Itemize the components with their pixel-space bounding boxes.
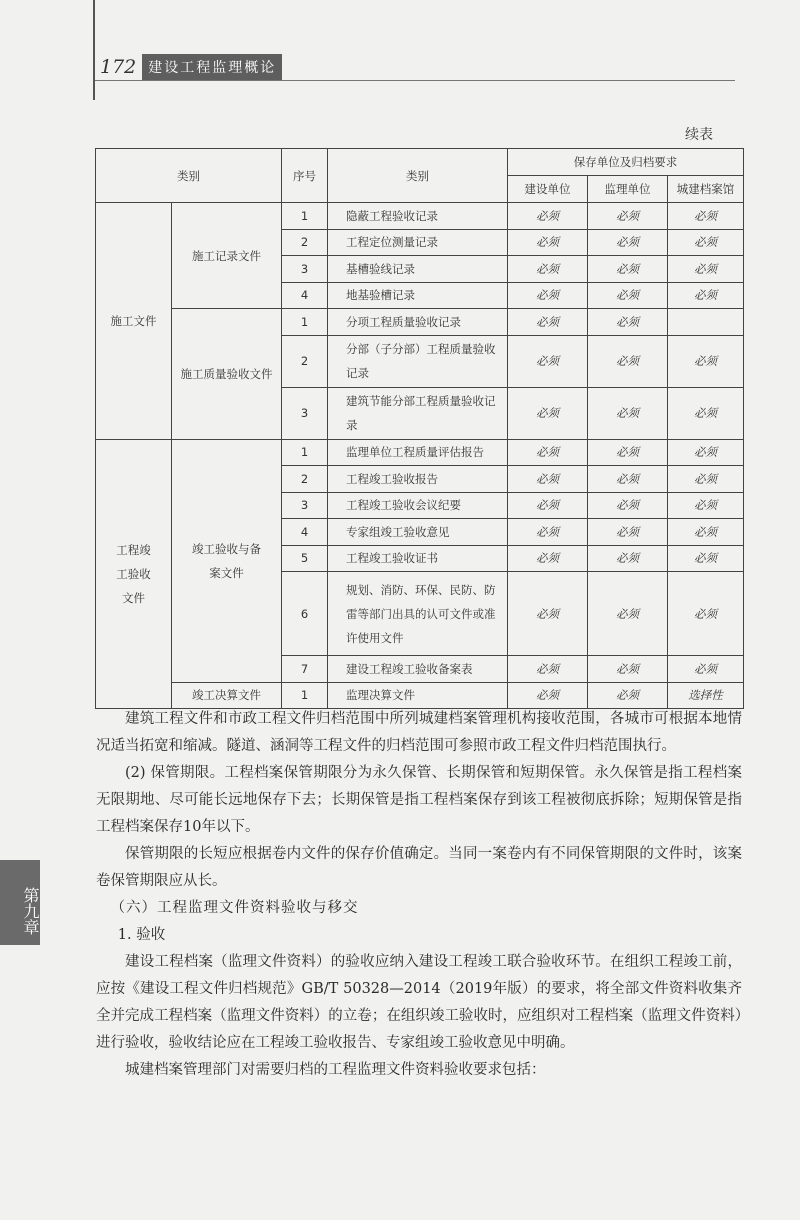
supervise-unit-cell: 必须 (588, 492, 668, 519)
subgroup-cell: 施工质量验收文件 (172, 309, 282, 440)
item-name-cell: 分项工程质量验收记录 (328, 309, 508, 336)
build-unit-cell: 必须 (508, 335, 588, 387)
build-unit-cell: 必须 (508, 466, 588, 493)
item-name-cell: 地基验槽记录 (328, 282, 508, 309)
book-title: 建设工程监理概论 (142, 54, 282, 80)
archive-unit-cell: 必须 (668, 545, 744, 572)
group-cell: 工程竣工验收文件 (96, 439, 172, 709)
header-seq: 序号 (282, 149, 328, 203)
build-unit-cell: 必须 (508, 656, 588, 683)
seq-cell: 6 (282, 572, 328, 656)
seq-cell: 7 (282, 656, 328, 683)
item-name-cell: 工程竣工验收报告 (328, 466, 508, 493)
item-name-cell: 分部（子分部）工程质量验收记录 (328, 335, 508, 387)
paragraph: (2) 保管期限。工程档案保管期限分为永久保管、长期保管和短期保管。永久保管是指工程档案无限期地、尽可能长远地保存下去；长期保管是指工程档案保存到该工程被彻底拆除；短期保管是指工程档案保存10年以下。 (96, 765, 742, 835)
supervise-unit-cell: 必须 (588, 309, 668, 336)
archive-unit-cell: 必须 (668, 387, 744, 439)
header-category2: 类别 (328, 149, 508, 203)
chapter-tab: 第九章 (0, 860, 40, 945)
supervise-unit-cell: 必须 (588, 656, 668, 683)
build-unit-cell: 必须 (508, 256, 588, 283)
supervise-unit-cell: 必须 (588, 572, 668, 656)
supervise-unit-cell: 必须 (588, 335, 668, 387)
header-rule (95, 80, 735, 81)
item-name-cell: 建设工程竣工验收备案表 (328, 656, 508, 683)
supervise-unit-cell: 必须 (588, 256, 668, 283)
section-heading: （六）工程监理文件资料验收与移交 (110, 900, 359, 916)
build-unit-cell: 必须 (508, 545, 588, 572)
archive-unit-cell: 必须 (668, 656, 744, 683)
supervise-unit-cell: 必须 (588, 545, 668, 572)
seq-cell: 1 (282, 309, 328, 336)
supervise-unit-cell: 必须 (588, 203, 668, 230)
page-header (100, 52, 282, 82)
paragraph: 建筑工程文件和市政工程文件归档范围中所列城建档案管理机构接收范围，各城市可根据本地情况适当拓宽和缩减。隧道、涵洞等工程文件的归档范围可参照市政工程文件归档范围执行。 (96, 711, 742, 754)
archive-unit-cell: 必须 (668, 256, 744, 283)
build-unit-cell: 必须 (508, 519, 588, 546)
seq-cell: 3 (282, 492, 328, 519)
item-name-cell: 建筑节能分部工程质量验收记录 (328, 387, 508, 439)
body-text (96, 706, 742, 1084)
continued-label: 续表 (685, 127, 713, 143)
seq-cell: 1 (282, 682, 328, 709)
item-name-cell: 工程竣工验收证书 (328, 545, 508, 572)
seq-cell: 2 (282, 335, 328, 387)
build-unit-cell: 必须 (508, 682, 588, 709)
table-row (96, 309, 744, 336)
archive-unit-cell: 必须 (668, 203, 744, 230)
seq-cell: 5 (282, 545, 328, 572)
seq-cell: 1 (282, 203, 328, 230)
supervise-unit-cell: 必须 (588, 682, 668, 709)
build-unit-cell: 必须 (508, 282, 588, 309)
subsection-heading: 1. 验收 (117, 927, 166, 943)
subgroup-cell: 竣工决算文件 (172, 682, 282, 709)
seq-cell: 3 (282, 256, 328, 283)
paragraph: 保管期限的长短应根据卷内文件的保存价值确定。当同一案卷内有不同保管期限的文件时，该案卷保管期限应从长。 (96, 846, 742, 889)
item-name-cell: 规划、消防、环保、民防、防雷等部门出具的认可文件或准许使用文件 (328, 572, 508, 656)
header-unit-supervise: 监理单位 (588, 176, 668, 203)
seq-cell: 2 (282, 466, 328, 493)
table-row (96, 682, 744, 709)
supervise-unit-cell: 必须 (588, 439, 668, 466)
archive-unit-cell: 必须 (668, 519, 744, 546)
supervise-unit-cell: 必须 (588, 519, 668, 546)
item-name-cell: 专家组竣工验收意见 (328, 519, 508, 546)
archive-unit-cell: 必须 (668, 492, 744, 519)
archive-unit-cell: 必须 (668, 282, 744, 309)
subgroup-cell: 施工记录文件 (172, 203, 282, 309)
paragraph: 建设工程档案（监理文件资料）的验收应纳入建设工程竣工联合验收环节。在组织工程竣工前，应按《建设工程文件归档规范》GB/T 50328—2014（2019年版）的要求，将全部文件资料收集齐全并完成工程档案（监理文件资料）的立卷；在组织竣工验收时，应组织对工程档案（监理文件资料）进行验收，验收结论应在工程竣工验收报告、专家组竣工验收意见中明确。 (96, 954, 742, 1051)
archive-unit-cell: 必须 (668, 335, 744, 387)
supervise-unit-cell: 必须 (588, 229, 668, 256)
supervise-unit-cell: 必须 (588, 282, 668, 309)
subgroup-cell: 竣工验收与备案文件 (172, 439, 282, 682)
seq-cell: 2 (282, 229, 328, 256)
archive-unit-cell: 必须 (668, 229, 744, 256)
header-category: 类别 (96, 149, 282, 203)
build-unit-cell: 必须 (508, 387, 588, 439)
archive-unit-cell: 必须 (668, 572, 744, 656)
item-name-cell: 隐蔽工程验收记录 (328, 203, 508, 230)
archive-table (95, 148, 744, 709)
build-unit-cell: 必须 (508, 229, 588, 256)
paragraph: 城建档案管理部门对需要归档的工程监理文件资料验收要求包括： (125, 1062, 546, 1078)
archive-unit-cell (668, 309, 744, 336)
build-unit-cell: 必须 (508, 203, 588, 230)
seq-cell: 4 (282, 519, 328, 546)
item-name-cell: 监理决算文件 (328, 682, 508, 709)
table-row (96, 439, 744, 466)
header-storage-group: 保存单位及归档要求 (508, 149, 744, 176)
header-unit-archive: 城建档案馆 (668, 176, 744, 203)
supervise-unit-cell: 必须 (588, 466, 668, 493)
header-unit-build: 建设单位 (508, 176, 588, 203)
build-unit-cell: 必须 (508, 439, 588, 466)
archive-unit-cell: 必须 (668, 439, 744, 466)
seq-cell: 4 (282, 282, 328, 309)
page-number: 172 (100, 56, 137, 78)
item-name-cell: 基槽验线记录 (328, 256, 508, 283)
group-cell: 施工文件 (96, 203, 172, 440)
build-unit-cell: 必须 (508, 492, 588, 519)
supervise-unit-cell: 必须 (588, 387, 668, 439)
seq-cell: 1 (282, 439, 328, 466)
table-row (96, 203, 744, 230)
item-name-cell: 监理单位工程质量评估报告 (328, 439, 508, 466)
build-unit-cell: 必须 (508, 309, 588, 336)
margin-line (93, 0, 95, 100)
archive-unit-cell: 必须 (668, 466, 744, 493)
seq-cell: 3 (282, 387, 328, 439)
build-unit-cell: 必须 (508, 572, 588, 656)
item-name-cell: 工程竣工验收会议纪要 (328, 492, 508, 519)
item-name-cell: 工程定位测量记录 (328, 229, 508, 256)
archive-unit-cell: 选择性 (668, 682, 744, 709)
